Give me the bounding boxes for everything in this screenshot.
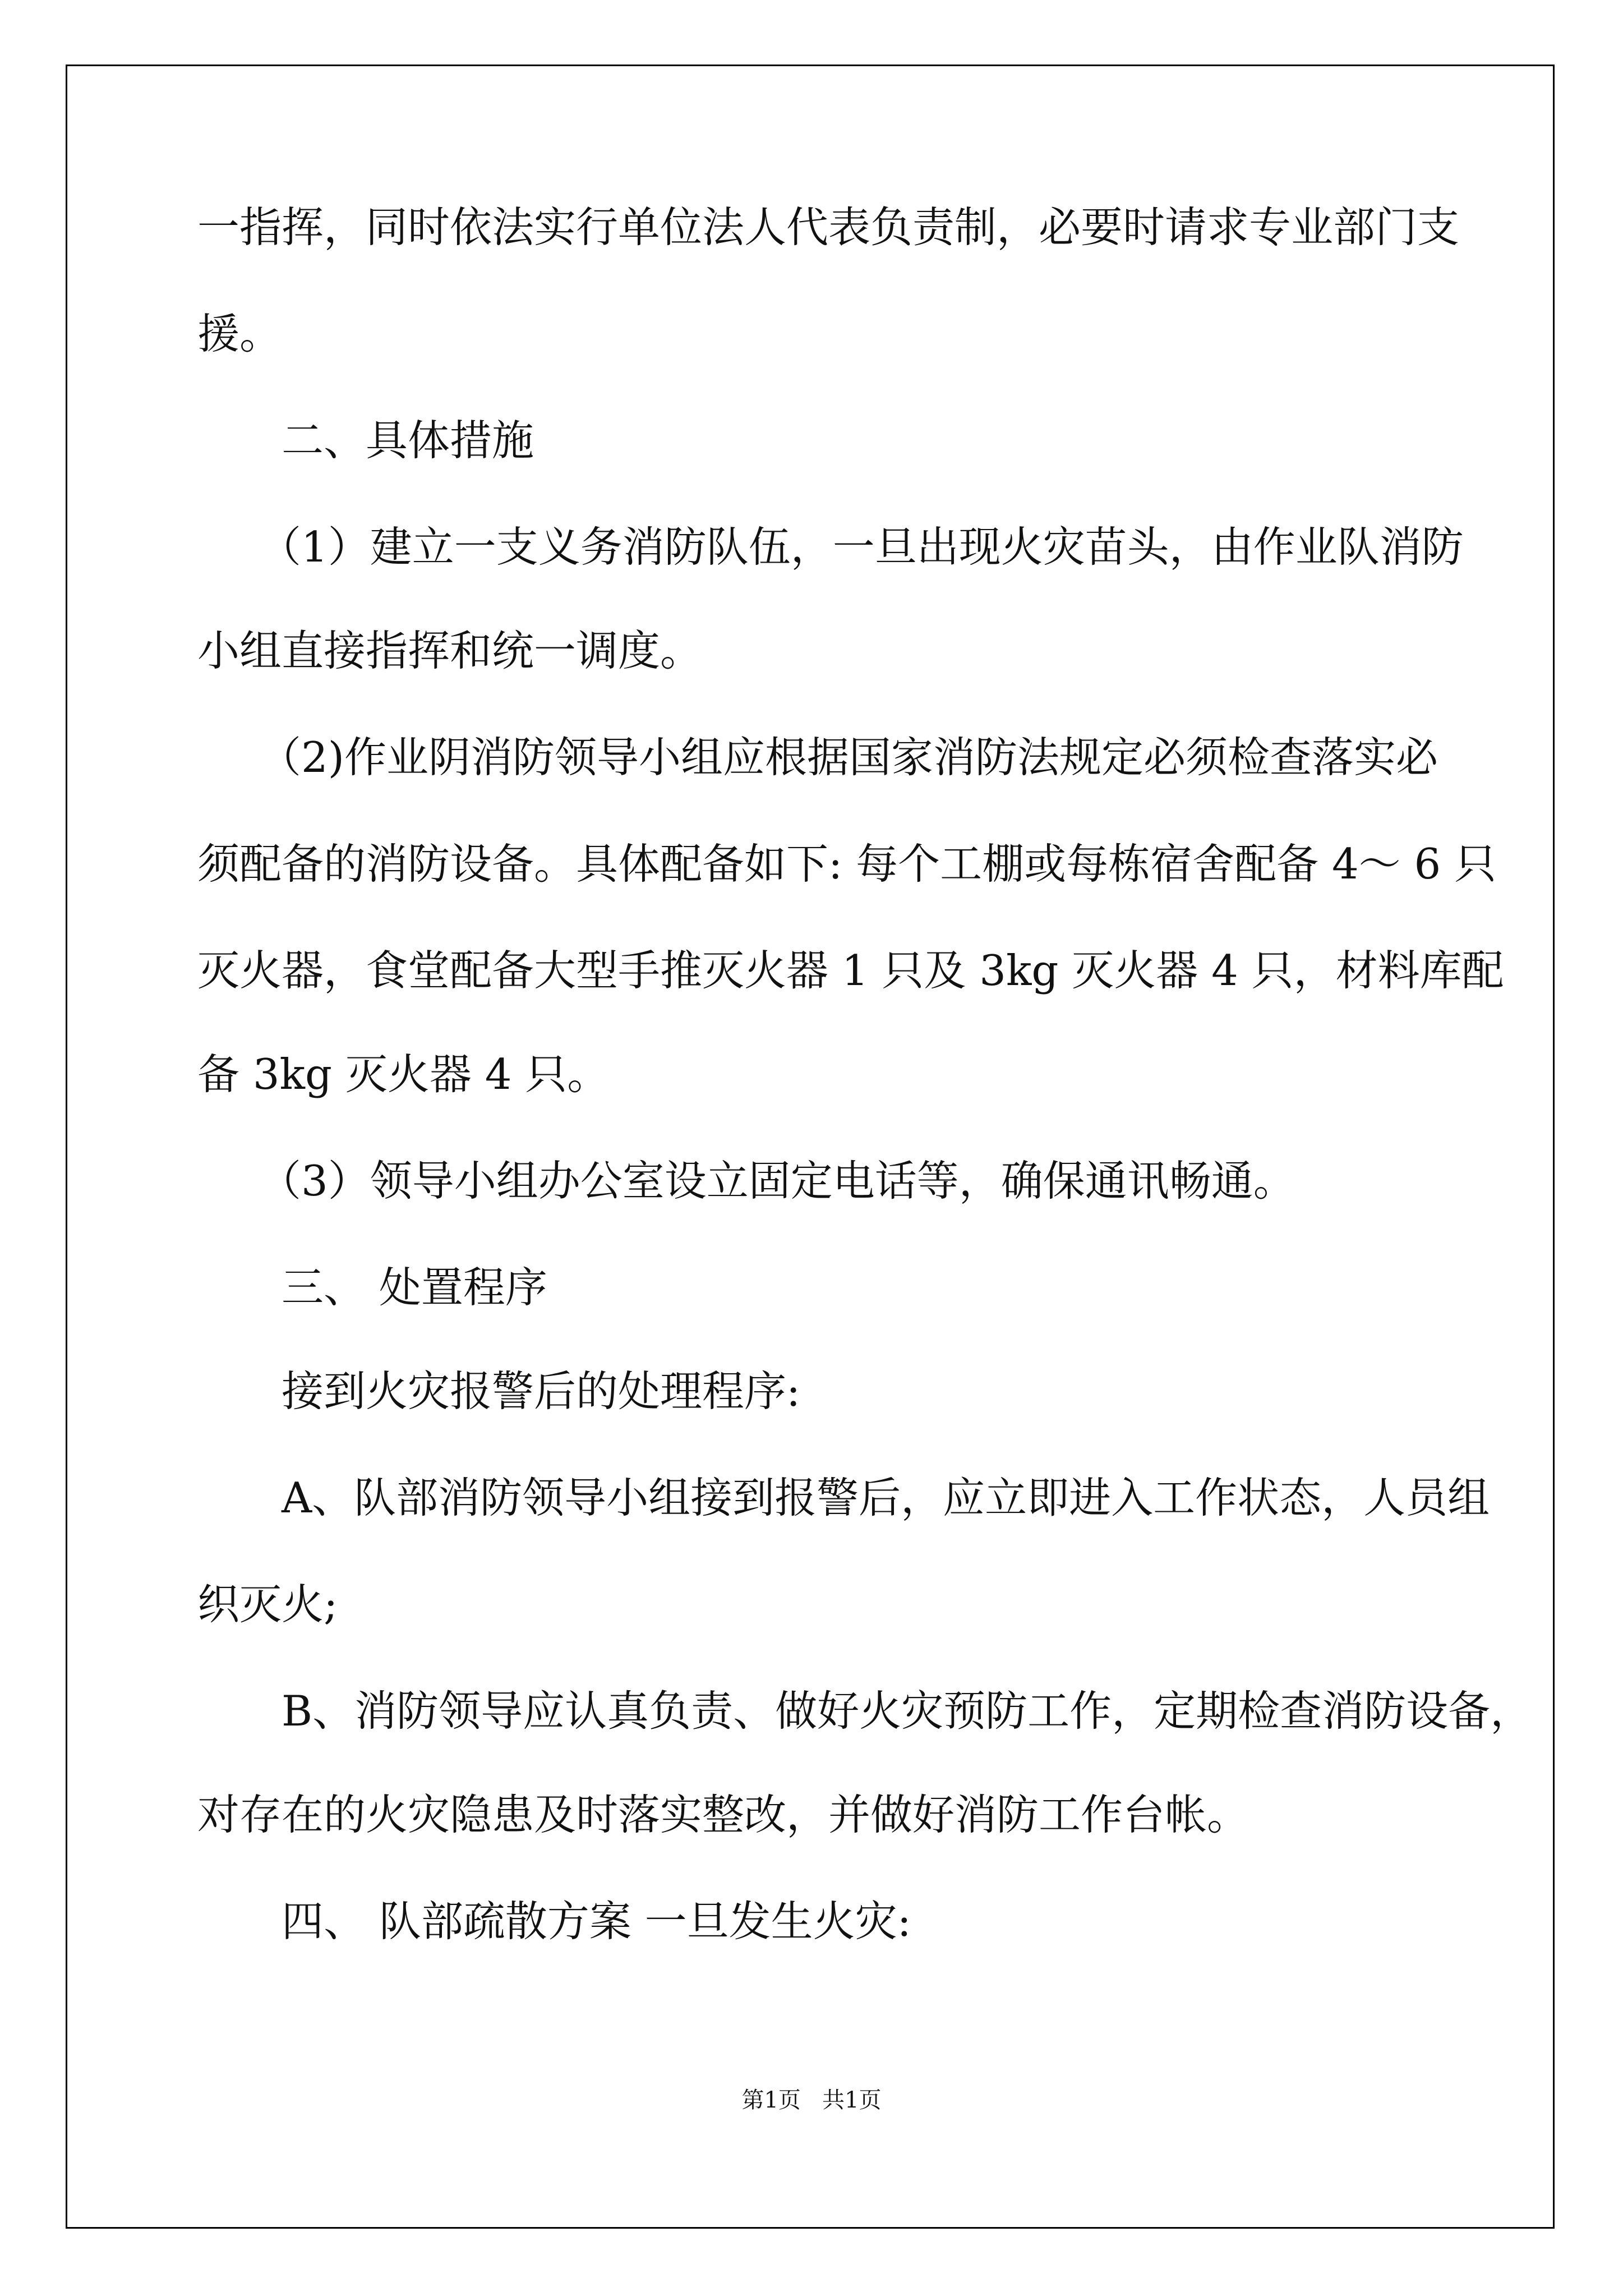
paragraph-line: B、消防领导应认真负责、做好火灾预防工作，定期检查消防设备， bbox=[282, 1686, 1533, 1736]
paragraph-line: 援。 bbox=[197, 309, 282, 358]
section-heading: 三、 处置程序 bbox=[282, 1263, 547, 1312]
paragraph-line: （2)作业阴消防领导小组应根据国家消防法规定必须检查落实必 bbox=[259, 733, 1438, 782]
page-footer: 第1页 共1页 bbox=[741, 2087, 882, 2113]
paragraph-line: 须配备的消防设备。具体配备如下: 每个工棚或每栋宿舍配备 4～ 6 只 bbox=[197, 839, 1497, 889]
paragraph-line: 一指挥，同时依法实行单位法人代表负责制，必要时请求专业部门支 bbox=[197, 203, 1460, 252]
paragraph-line: （3）领导小组办公室设立固定电话等，确保通讯畅通。 bbox=[259, 1156, 1295, 1205]
paragraph-line: 接到火灾报警后的处理程序: bbox=[282, 1366, 801, 1416]
section-heading: 二、具体措施 bbox=[282, 416, 534, 465]
paragraph-line: 对存在的火灾隐患及时落实整改，并做好消防工作台帐。 bbox=[197, 1790, 1249, 1839]
paragraph-line: A、队部消防领导小组接到报警后，应立即进入工作状态，人员组 bbox=[282, 1473, 1490, 1522]
paragraph-line: （1）建立一支义务消防队伍，一旦出现火灾苗头，由作业队消防 bbox=[259, 522, 1464, 572]
paragraph-line: 备 3kg 灭火器 4 只。 bbox=[197, 1050, 610, 1099]
paragraph-line: 织灭火; bbox=[197, 1580, 338, 1629]
paragraph-line: 小组直接指挥和统一调度。 bbox=[197, 626, 703, 675]
section-heading: 四、 队部疏散方案 一旦发生火灾: bbox=[282, 1897, 911, 1946]
paragraph-line: 灭火器，食堂配备大型手推灭火器 1 只及 3kg 灭火器 4 只，材料库配 bbox=[197, 946, 1504, 995]
